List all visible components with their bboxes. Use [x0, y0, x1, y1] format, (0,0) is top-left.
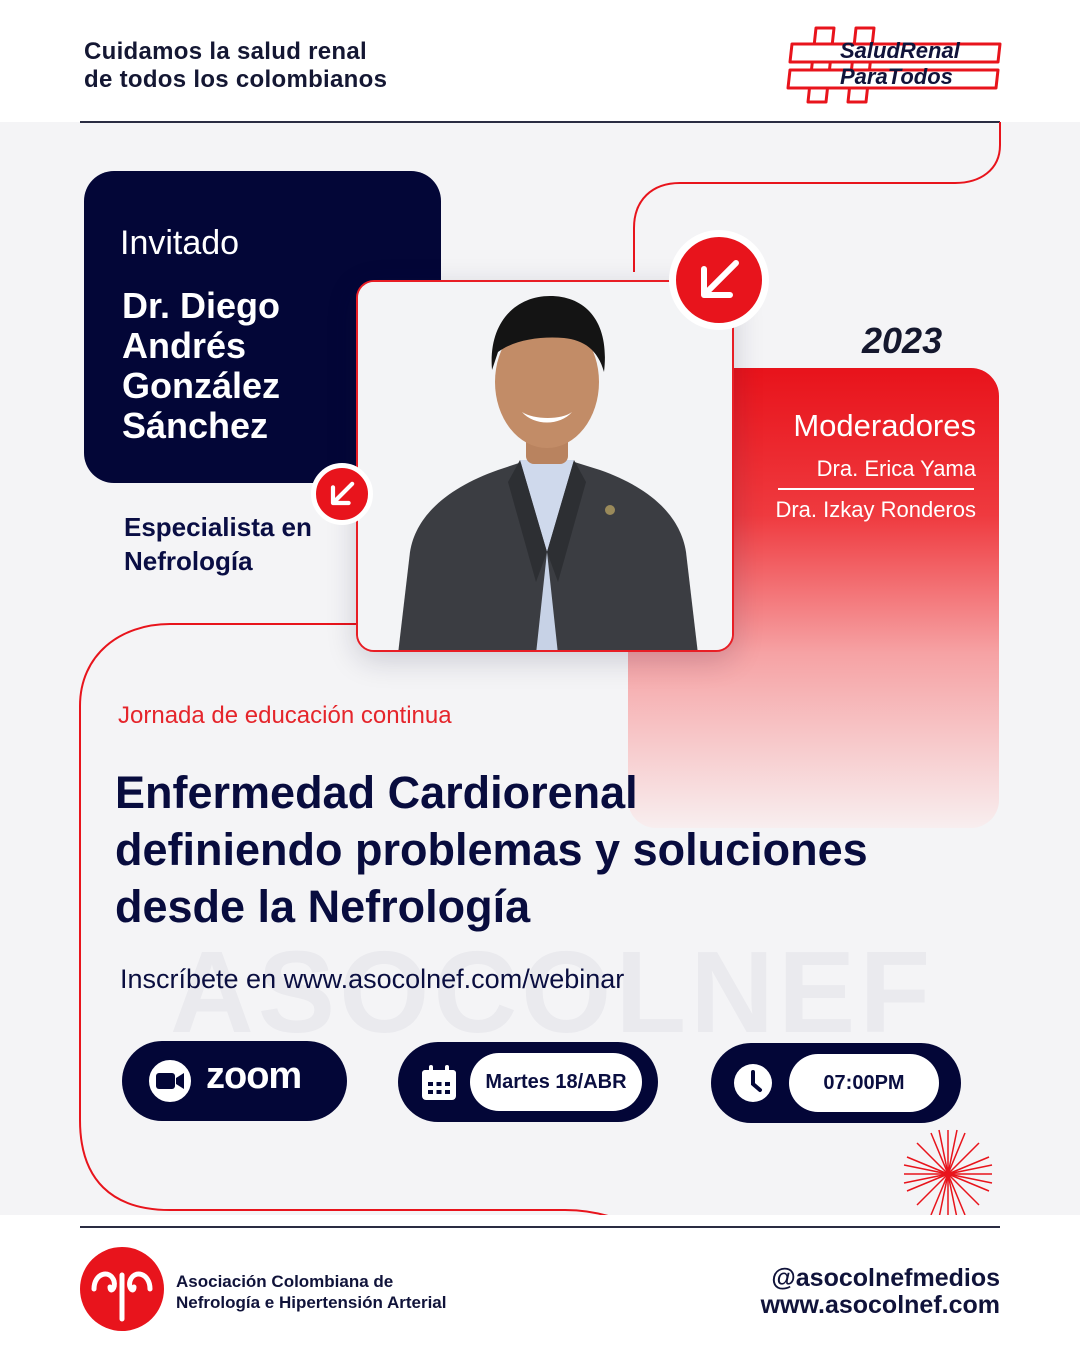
- event-kicker: Jornada de educación continua: [118, 702, 452, 729]
- hashtag-line-1: SaludRenal: [840, 38, 960, 63]
- guest-label: Invitado: [120, 224, 240, 262]
- starburst-icon: [902, 1128, 994, 1220]
- zoom-badge: [122, 1041, 347, 1121]
- time-badge: [711, 1043, 961, 1123]
- zoom-label: zoom: [206, 1055, 302, 1097]
- clock-icon: [733, 1063, 773, 1103]
- bottom-divider: [80, 1226, 1000, 1228]
- moderators-divider: [778, 488, 974, 490]
- moderator-name: Dra. Erica Yama: [816, 456, 976, 481]
- arrow-down-left-icon: [669, 230, 769, 330]
- guest-photo: [356, 280, 734, 652]
- calendar-icon: [420, 1064, 458, 1102]
- moderator-name: Dra. Izkay Ronderos: [775, 497, 976, 522]
- moderators-title: Moderadores: [793, 408, 976, 443]
- arrow-down-left-icon: [311, 463, 373, 525]
- organization-name: Asociación Colombiana de Nefrología e Hipertensión Arterial: [176, 1272, 447, 1312]
- kidney-logo-icon: [80, 1247, 164, 1331]
- event-date: Martes 18/ABR: [470, 1053, 642, 1111]
- website-link[interactable]: www.asocolnef.com: [760, 1291, 1000, 1319]
- event-time: 07:00PM: [789, 1054, 939, 1112]
- year-label: 2023: [862, 320, 943, 361]
- social-handle[interactable]: @asocolnefmedios: [771, 1264, 1000, 1292]
- event-title: Enfermedad Cardiorenal definiendo problemas y soluciones desde la Nefrología: [115, 767, 868, 932]
- guest-portrait-illustration: [358, 282, 734, 652]
- tagline: Cuidamos la salud renal de todos los colombianos: [84, 38, 388, 93]
- date-badge: [398, 1042, 658, 1122]
- zoom-camera-icon: [146, 1057, 194, 1105]
- registration-link[interactable]: Inscríbete en www.asocolnef.com/webinar: [120, 964, 625, 994]
- guest-specialty: Especialista en Nefrología: [124, 512, 312, 576]
- hashtag-line-2: ParaTodos: [840, 64, 953, 89]
- guest-name: Dr. Diego Andrés González Sánchez: [122, 285, 281, 446]
